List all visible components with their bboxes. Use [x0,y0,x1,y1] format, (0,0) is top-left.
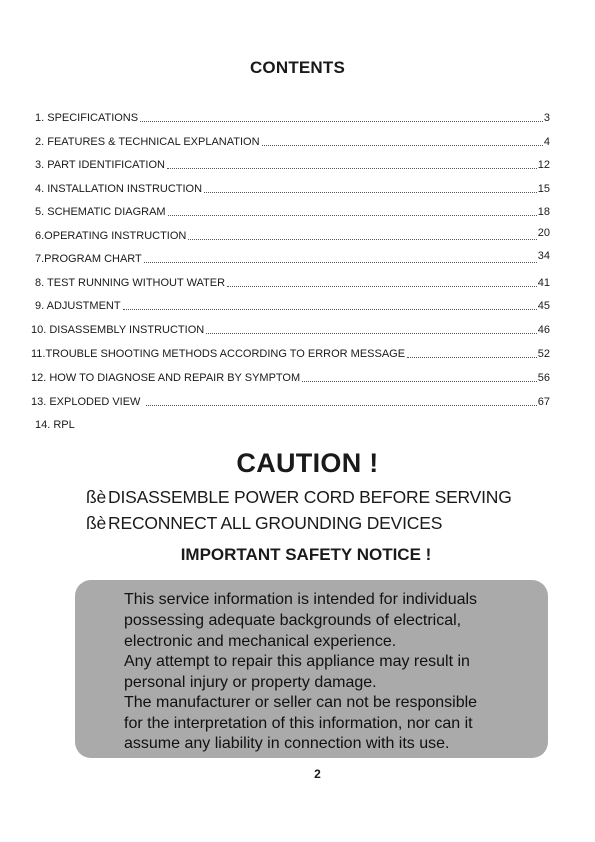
toc-label: 8. TEST RUNNING WITHOUT WATER [35,277,226,289]
toc-label: 5. SCHEMATIC DIAGRAM [35,206,166,218]
bullet-glyph: ßè [86,513,107,533]
toc-page: 45 [537,300,550,312]
toc-leader [302,381,537,382]
toc-label: 13. EXPLODED VIEW [31,396,141,408]
toc-page: 20 [537,227,550,239]
toc-leader [262,145,543,146]
toc-leader [144,262,537,263]
toc-page: 52 [537,348,550,360]
toc-leader [206,333,537,334]
page-number: 2 [314,767,321,781]
contents-title: CONTENTS [249,58,346,77]
toc-page: 15 [537,183,550,195]
toc-entry-rpl[interactable] [35,419,235,432]
toc-entry-adjustment[interactable] [35,300,550,313]
notice-line: Any attempt to repair this appliance may result in [124,653,470,670]
bullet-glyph: ßè [86,487,107,507]
caution-item-power-cord [86,487,512,508]
toc-label: 3. PART IDENTIFICATION [35,159,165,171]
toc-entry-features[interactable] [35,136,550,149]
toc-page: 56 [537,372,550,384]
toc-leader [168,215,537,216]
toc-entry-trouble-shooting[interactable] [31,348,550,361]
notice-line: The manufacturer or seller can not be responsible [124,694,478,711]
toc-label: 7.PROGRAM CHART [35,253,142,265]
caution-text: DISASSEMBLE POWER CORD BEFORE SERVING [108,487,512,507]
toc-entry-specifications[interactable] [35,112,550,125]
toc-label: 11.TROUBLE SHOOTING METHODS ACCORDING TO ERROR MESSAGE [31,348,406,360]
toc-page: 41 [537,277,550,289]
toc-page: 12 [537,159,550,171]
notice-line: electronic and mechanical experience. [124,633,397,650]
notice-line: personal injury or property damage. [124,674,377,691]
safety-notice-box [75,580,548,758]
notice-line: This service information is intended for individuals [124,591,478,608]
toc-leader [407,357,537,358]
caution-text: RECONNECT ALL GROUNDING DEVICES [108,513,443,533]
toc-leader [140,121,543,122]
toc-page: 3 [543,112,550,124]
toc-entry-diagnose[interactable] [31,372,550,385]
toc-page: 34 [537,250,550,262]
toc-label: 6.OPERATING INSTRUCTION [35,230,187,242]
toc-leader [227,286,537,287]
toc-page: 46 [537,324,550,336]
toc-label: 2. FEATURES & TECHNICAL EXPLANATION [35,136,260,148]
toc-page: 4 [543,136,550,148]
toc-entry-operating[interactable] [35,227,550,243]
toc-leader [123,309,537,310]
toc-entry-exploded-view[interactable] [31,396,550,409]
caution-item-grounding [86,513,442,534]
toc-page: 18 [537,206,550,218]
toc-leader [146,405,536,406]
toc-entry-program-chart[interactable] [35,250,550,266]
toc-leader [167,168,537,169]
notice-line: assume any liability in connection with its use. [124,735,450,752]
toc-leader [204,192,537,193]
toc-label: 4. INSTALLATION INSTRUCTION [35,183,203,195]
toc-page: 67 [537,396,550,408]
safety-notice-title: IMPORTANT SAFETY NOTICE ! [180,545,432,564]
toc-leader [188,239,536,240]
toc-entry-part-identification[interactable] [35,159,550,172]
toc-label: 10. DISASSEMBLY INSTRUCTION [31,324,205,336]
notice-line: for the interpretation of this information, nor can it [124,715,473,732]
toc-entry-schematic[interactable] [35,206,550,219]
toc-entry-installation[interactable] [35,183,550,196]
toc-entry-disassembly[interactable] [31,324,550,337]
caution-title: CAUTION ! [236,448,379,478]
toc-label: 9. ADJUSTMENT [35,300,121,312]
toc-entry-test-running[interactable] [35,277,550,290]
toc-label: 12. HOW TO DIAGNOSE AND REPAIR BY SYMPTOM [31,372,301,384]
toc-label: 14. RPL [35,419,75,431]
toc-label: 1. SPECIFICATIONS [35,112,139,124]
notice-line: possessing adequate backgrounds of electrical, [124,612,462,629]
